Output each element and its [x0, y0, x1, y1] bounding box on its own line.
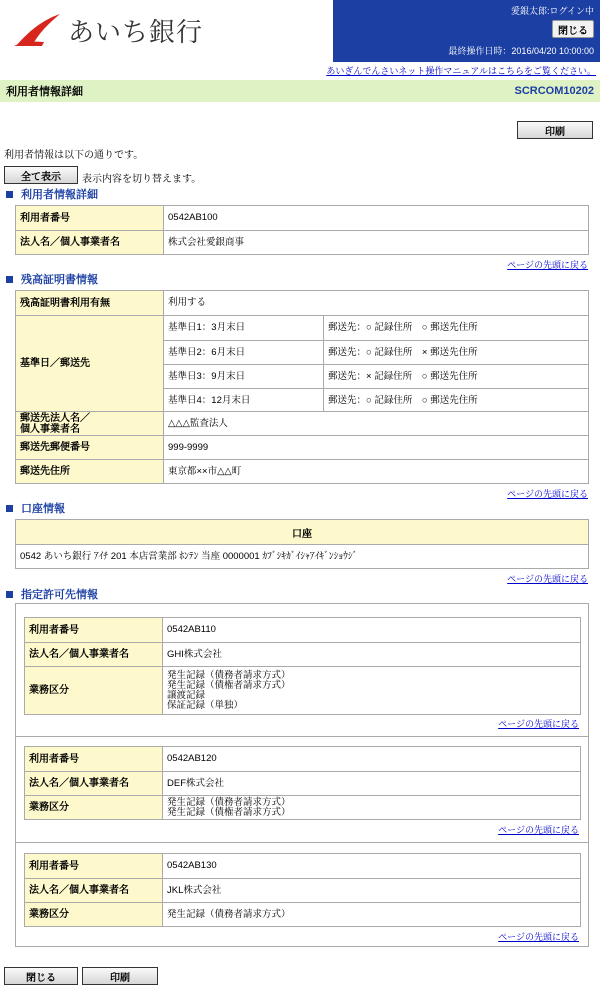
- section-bullet-icon: [6, 191, 13, 198]
- table-row: [16, 315, 588, 411]
- intro-text: 利用者情報は以下の通りです。: [4, 150, 144, 161]
- label-corp-name: 法人名／個人事業者名: [25, 643, 163, 666]
- value-user-no: 0542AB120: [167, 753, 217, 764]
- value-postal: 999-9999: [168, 441, 209, 453]
- manual-link[interactable]: あいぎんでんさいネット操作マニュアルはこちらをご覧ください。: [326, 66, 596, 76]
- table-row: [25, 618, 580, 642]
- title-bar: [0, 80, 600, 102]
- permitted-entry-2: [24, 746, 581, 820]
- permitted-entry-1: [24, 617, 581, 715]
- mail-dest-3: 郵送先：× 記録住所 ○ 郵送先住所: [328, 370, 478, 382]
- label-category: 業務区分: [25, 903, 163, 926]
- user-info-table: [15, 205, 589, 255]
- print-button-bottom[interactable]: 印刷: [82, 967, 158, 985]
- back-to-top-link[interactable]: ページの先頭に戻る: [498, 719, 579, 729]
- category-item: 発生記録（債権者請求方式）: [167, 806, 291, 818]
- label-user-no: 利用者番号: [25, 618, 163, 642]
- label-mail-corp-line1: 郵送先法人名／: [20, 412, 90, 424]
- divider: [16, 736, 588, 737]
- account-table: [15, 519, 589, 569]
- value-category: [163, 667, 291, 714]
- balance-cert-table: [15, 290, 589, 484]
- table-row: [16, 206, 588, 230]
- table-row: [25, 771, 580, 795]
- table-row: [16, 544, 588, 568]
- category-item: 保証記録（単独）: [167, 699, 244, 711]
- account-value: 0542 あいち銀行 ｱｲﾁ 201 本店営業部 ﾎﾝﾃﾝ 当座 0000001 ｶﾌﾞｼｷｶﾞｲｼｬｱｲｷﾞﾝｼｮｳｼﾞ: [20, 550, 358, 562]
- label-address: 郵送先住所: [16, 460, 164, 483]
- table-row: [25, 666, 580, 714]
- base-date-1: 基準日1：3月末日: [164, 316, 324, 340]
- base-date-3: 基準日3：9月末日: [164, 365, 324, 388]
- category-item: 発生記録（債務者請求方式）: [167, 796, 291, 808]
- table-row: [16, 291, 588, 315]
- table-row: [25, 878, 580, 902]
- header-panel: [333, 0, 600, 62]
- page-title: 利用者情報詳細: [6, 86, 83, 98]
- label-postal: 郵送先郵便番号: [16, 436, 164, 459]
- table-row: [25, 642, 580, 666]
- value-address: 東京都××市△△町: [168, 465, 242, 477]
- label-category: 業務区分: [25, 667, 163, 714]
- category-item: 発生記録（債権者請求方式）: [167, 679, 291, 691]
- toggle-note: 表示内容を切り替えます。: [82, 174, 202, 185]
- table-row: [25, 795, 580, 819]
- permitted-entry-3: [24, 853, 581, 927]
- section-title-text: 残高証明書情報: [21, 274, 98, 286]
- table-row: [16, 459, 588, 483]
- section-title-permitted: [6, 586, 98, 602]
- table-row: [16, 435, 588, 459]
- base-date-row: [164, 388, 588, 412]
- section-bullet-icon: [6, 591, 13, 598]
- label-corp-name: 法人名／個人事業者名: [25, 879, 163, 902]
- mail-dest-1: 郵送先：○ 記録住所 ○ 郵送先住所: [328, 322, 478, 333]
- section-title-balance-cert: [6, 271, 98, 287]
- category-item: 譲渡記録: [167, 689, 206, 701]
- base-date-grid: [164, 316, 588, 411]
- back-to-top-link[interactable]: ページの先頭に戻る: [498, 825, 579, 835]
- back-to-top-link[interactable]: ページの先頭に戻る: [507, 489, 588, 499]
- permitted-container: [15, 603, 589, 947]
- label-corp-name: 法人名／個人事業者名: [25, 772, 163, 795]
- label-category: 業務区分: [25, 796, 163, 819]
- category-item: 発生記録（債務者請求方式）: [167, 669, 291, 681]
- bank-logo-icon: [12, 12, 62, 48]
- value-user-no: 0542AB110: [167, 624, 216, 635]
- base-date-row: [164, 340, 588, 364]
- base-date-2: 基準日2：6月末日: [164, 341, 324, 364]
- value-corp-name: DEF株式会社: [167, 777, 225, 789]
- value-category: 発生記録（債務者請求方式）: [167, 908, 291, 920]
- label-user-no: 利用者番号: [25, 747, 163, 771]
- login-status: 愛銀太郎:ログイン中: [510, 6, 594, 16]
- back-to-top-link[interactable]: ページの先頭に戻る: [498, 932, 579, 942]
- section-title-text: 指定許可先情報: [21, 589, 98, 601]
- label-mail-corp: [16, 412, 164, 435]
- base-date-4: 基準日4：12月末日: [164, 389, 324, 412]
- label-corp-name: 法人名／個人事業者名: [16, 231, 164, 254]
- value-cert-usage: 利用する: [168, 297, 207, 308]
- print-button-top[interactable]: 印刷: [517, 121, 593, 139]
- table-row: [25, 902, 580, 926]
- label-base-date: 基準日／郵送先: [16, 316, 164, 411]
- label-user-no: 利用者番号: [16, 206, 164, 230]
- mail-dest-4: 郵送先：○ 記録住所 ○ 郵送先住所: [328, 394, 478, 406]
- value-user-no: 0542AB130: [167, 860, 217, 871]
- section-title-account: [6, 500, 65, 516]
- value-corp-name: GHI株式会社: [167, 648, 222, 660]
- table-row: [16, 230, 588, 254]
- table-row: [25, 854, 580, 878]
- back-to-top-link[interactable]: ページの先頭に戻る: [507, 260, 588, 270]
- show-all-button[interactable]: 全て表示: [4, 166, 78, 184]
- base-date-row: [164, 364, 588, 388]
- section-bullet-icon: [6, 505, 13, 512]
- value-category: [163, 796, 291, 819]
- table-row: [16, 411, 588, 435]
- value-mail-corp: △△△監査法人: [168, 417, 228, 429]
- screen-code: SCRCOM10202: [514, 85, 594, 97]
- value-corp-name: 株式会社愛銀商事: [168, 236, 245, 248]
- label-cert-usage: 残高証明書利用有無: [16, 291, 164, 315]
- section-bullet-icon: [6, 276, 13, 283]
- header: [0, 0, 600, 76]
- close-button-top[interactable]: 閉じる: [552, 20, 594, 38]
- section-title-user-info: [6, 186, 98, 202]
- divider: [16, 842, 588, 843]
- close-button-bottom[interactable]: 閉じる: [4, 967, 78, 985]
- back-to-top-link[interactable]: ページの先頭に戻る: [507, 574, 588, 584]
- table-row: [25, 747, 580, 771]
- bank-logo: [12, 10, 203, 50]
- label-user-no: 利用者番号: [25, 854, 163, 878]
- label-mail-corp-line2: 個人事業者名: [20, 423, 80, 435]
- value-corp-name: JKL株式会社: [167, 884, 222, 896]
- section-title-text: 利用者情報詳細: [21, 189, 98, 201]
- last-operation-time: 最終操作日時：2016/04/20 10:00:00: [448, 46, 594, 56]
- mail-dest-2: 郵送先：○ 記録住所 × 郵送先住所: [328, 346, 478, 358]
- bank-name: あいち銀行: [68, 17, 204, 48]
- account-header: 口座: [16, 520, 588, 544]
- section-title-text: 口座情報: [21, 503, 65, 515]
- base-date-row: [164, 316, 588, 340]
- value-user-no: 0542AB100: [168, 212, 218, 223]
